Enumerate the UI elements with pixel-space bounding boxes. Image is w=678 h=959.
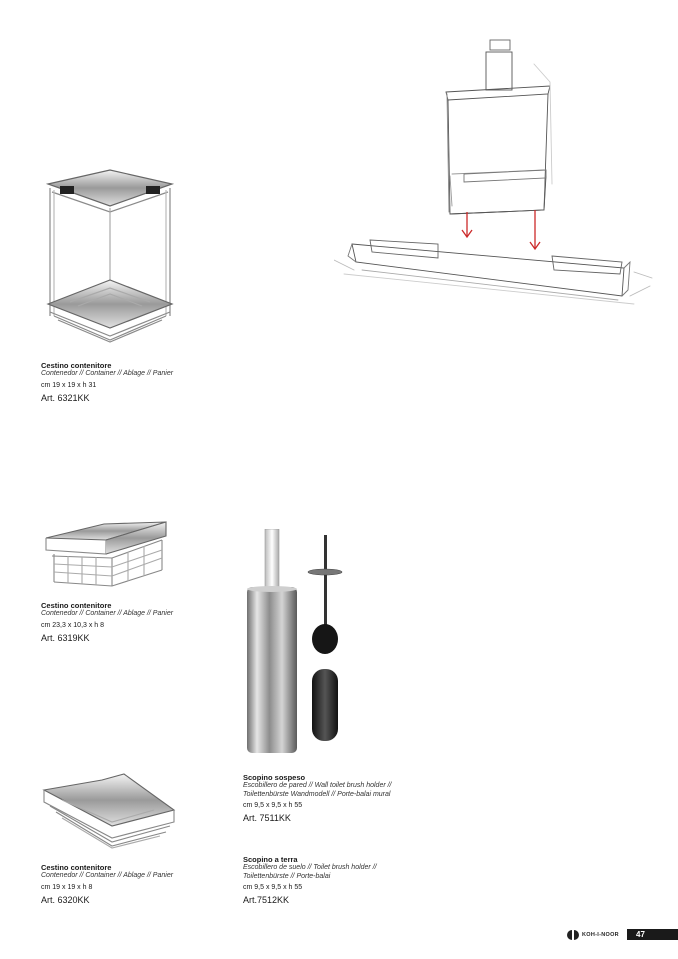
- product-subtitle: Escobillero de pared // Wall toilet brush holder //: [243, 782, 392, 789]
- product-article-number: Art.7512KK: [243, 895, 290, 905]
- product-caption: [243, 855, 433, 906]
- product-caption: [41, 601, 231, 644]
- product-dimensions: cm 9,5 x 9,5 x h 55: [243, 884, 303, 891]
- product-title: Cestino contenitore: [41, 863, 112, 872]
- logo-mark-icon: [567, 929, 579, 941]
- product-subtitle: Escobillero de suelo // Toilet brush holder //: [243, 864, 377, 871]
- product-subtitle: Contenedor // Container // Ablage // Panier: [41, 610, 174, 617]
- brand-logo: [567, 929, 619, 941]
- corner-basket-low-image: [42, 770, 178, 850]
- page-number: 47: [627, 929, 678, 940]
- brand-name: KOH-I-NOOR: [582, 932, 619, 938]
- product-dimensions: cm 23,3 x 10,3 x h 8: [41, 621, 105, 629]
- product-subtitle: Toilettenbürste Wandmodell // Porte-balai mural: [243, 790, 391, 798]
- product-dimensions: cm 19 x 19 x h 8: [41, 883, 93, 891]
- product-article-number: Art. 6321KK: [41, 392, 90, 403]
- corner-basket-tall-image: [40, 166, 180, 346]
- product-subtitle: Contenedor // Container // Ablage // Panier: [41, 370, 174, 377]
- rectangular-basket-image: [42, 512, 170, 588]
- product-title: Scopino a terra: [243, 855, 298, 864]
- product-caption: [41, 863, 231, 906]
- product-article-number: Art. 6320KK: [41, 894, 90, 905]
- toilet-brush-image: [245, 529, 375, 755]
- product-dimensions: cm 19 x 19 x h 31: [41, 381, 97, 389]
- product-title: Cestino contenitore: [41, 361, 112, 370]
- product-article-number: Art. 7511KK: [243, 813, 291, 823]
- product-subtitle: Toilettenbürste // Porte-balai: [243, 872, 331, 880]
- product-title: Cestino contenitore: [41, 601, 112, 610]
- product-subtitle: Contenedor // Container // Ablage // Panier: [41, 872, 174, 879]
- product-caption: [243, 773, 433, 824]
- product-caption: [41, 361, 231, 404]
- product-article-number: Art. 6319KK: [41, 632, 90, 643]
- product-dimensions: cm 9,5 x 9,5 x h 55: [243, 802, 303, 809]
- installation-sketch: [334, 34, 654, 324]
- product-title: Scopino sospeso: [243, 773, 306, 782]
